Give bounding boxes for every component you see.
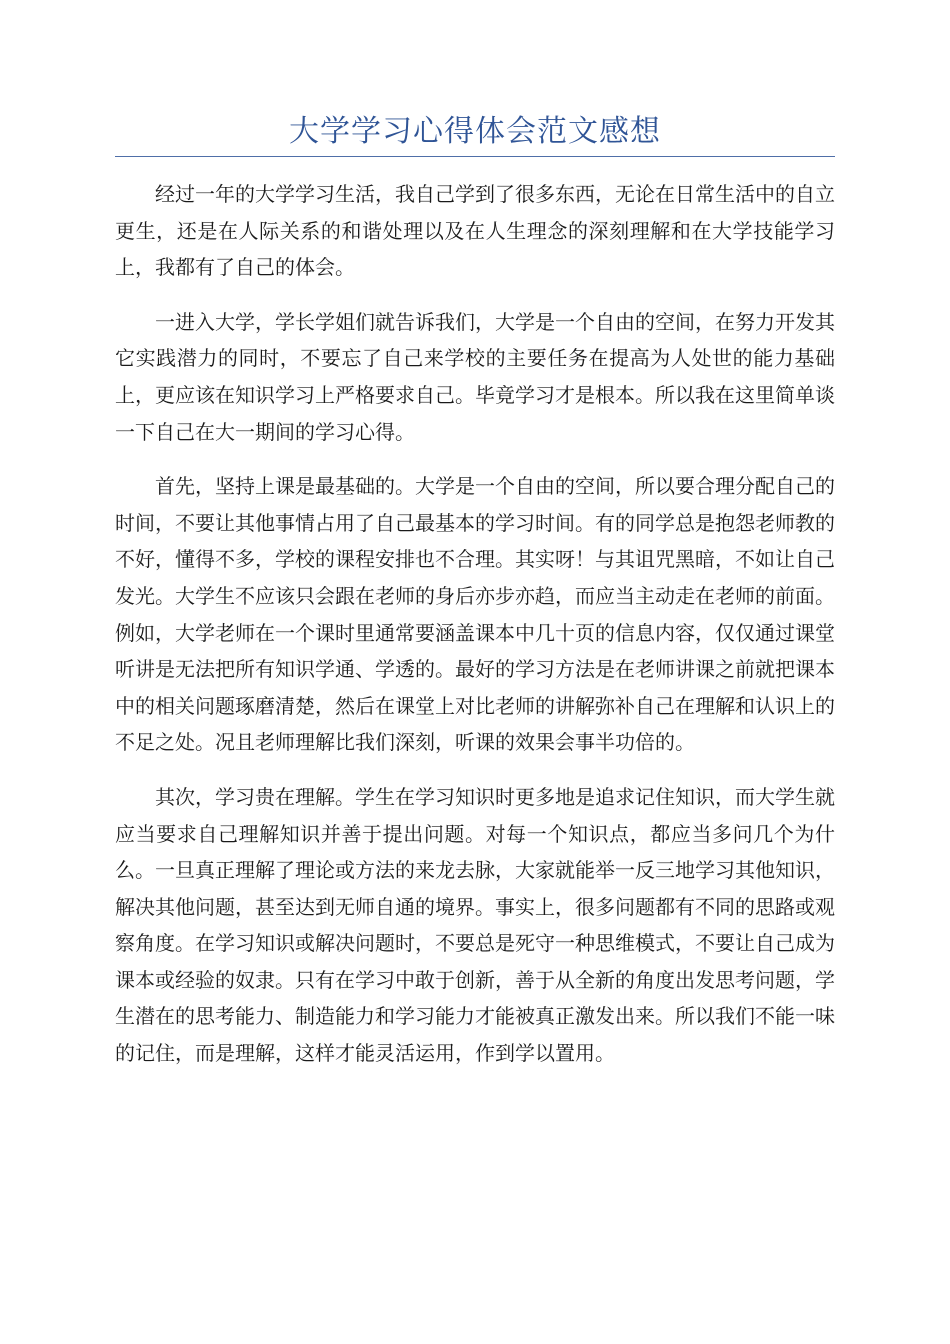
paragraph-2: 一进入大学，学长学姐们就告诉我们，大学是一个自由的空间，在努力开发其它实践潜力的同时，不要忘了自己来学校的主要任务在提高为人处世的能力基础上，更应该在知识学习上严格要求自己。毕竟学习才是根本。所以我在这里简单谈一下自己在大一期间的学习心得。 (115, 309, 835, 444)
paragraph-3: 首先，坚持上课是最基础的。大学是一个自由的空间，所以要合理分配自己的时间，不要让其他事情占用了自己最基本的学习时间。有的同学总是抱怨老师教的不好，懂得不多，学校的课程安排也不合理。其实呀！与其诅咒黑暗，不如让自己发光。大学生不应该只会跟在老师的身后亦步亦趋，而应当主动走在老师的前面。例如，大学老师在一个课时里通常要涵盖课本中几十页的信息内容，仅仅通过课堂听讲是无法把所有知识学通、学透的。最好的学习方法是在老师讲课之前就把课本中的相关问题琢磨清楚，然后在课堂上对比老师的讲解弥补自己在理解和认识上的不足之处。况且老师理解比我们深刻，听课的效果会事半功倍的。 (115, 474, 835, 755)
document-title: 大学学习心得体会范文感想 (289, 114, 661, 149)
document-body (115, 176, 835, 1090)
title-block (115, 112, 835, 157)
paragraph-1: 经过一年的大学学习生活，我自己学到了很多东西，无论在日常生活中的自立更生，还是在人际关系的和谐处理以及在人生理念的深刻理解和在大学技能学习上，我都有了自己的体会。 (115, 182, 835, 280)
paragraph-4: 其次，学习贵在理解。学生在学习知识时更多地是追求记住知识，而大学生就应当要求自己理解知识并善于提出问题。对每一个知识点，都应当多问几个为什么。一旦真正理解了理论或方法的来龙去脉，大家就能举一反三地学习其他知识，解决其他问题，甚至达到无师自通的境界。事实上，很多问题都有不同的思路或观察角度。在学习知识或解决问题时，不要总是死守一种思维模式，不要让自己成为课本或经验的奴隶。只有在学习中敢于创新，善于从全新的角度出发思考问题，学生潜在的思考能力、制造能力和学习能力才能被真正激发出来。所以我们不能一味的记住，而是理解，这样才能灵活运用，作到学以置用。 (115, 784, 835, 1066)
